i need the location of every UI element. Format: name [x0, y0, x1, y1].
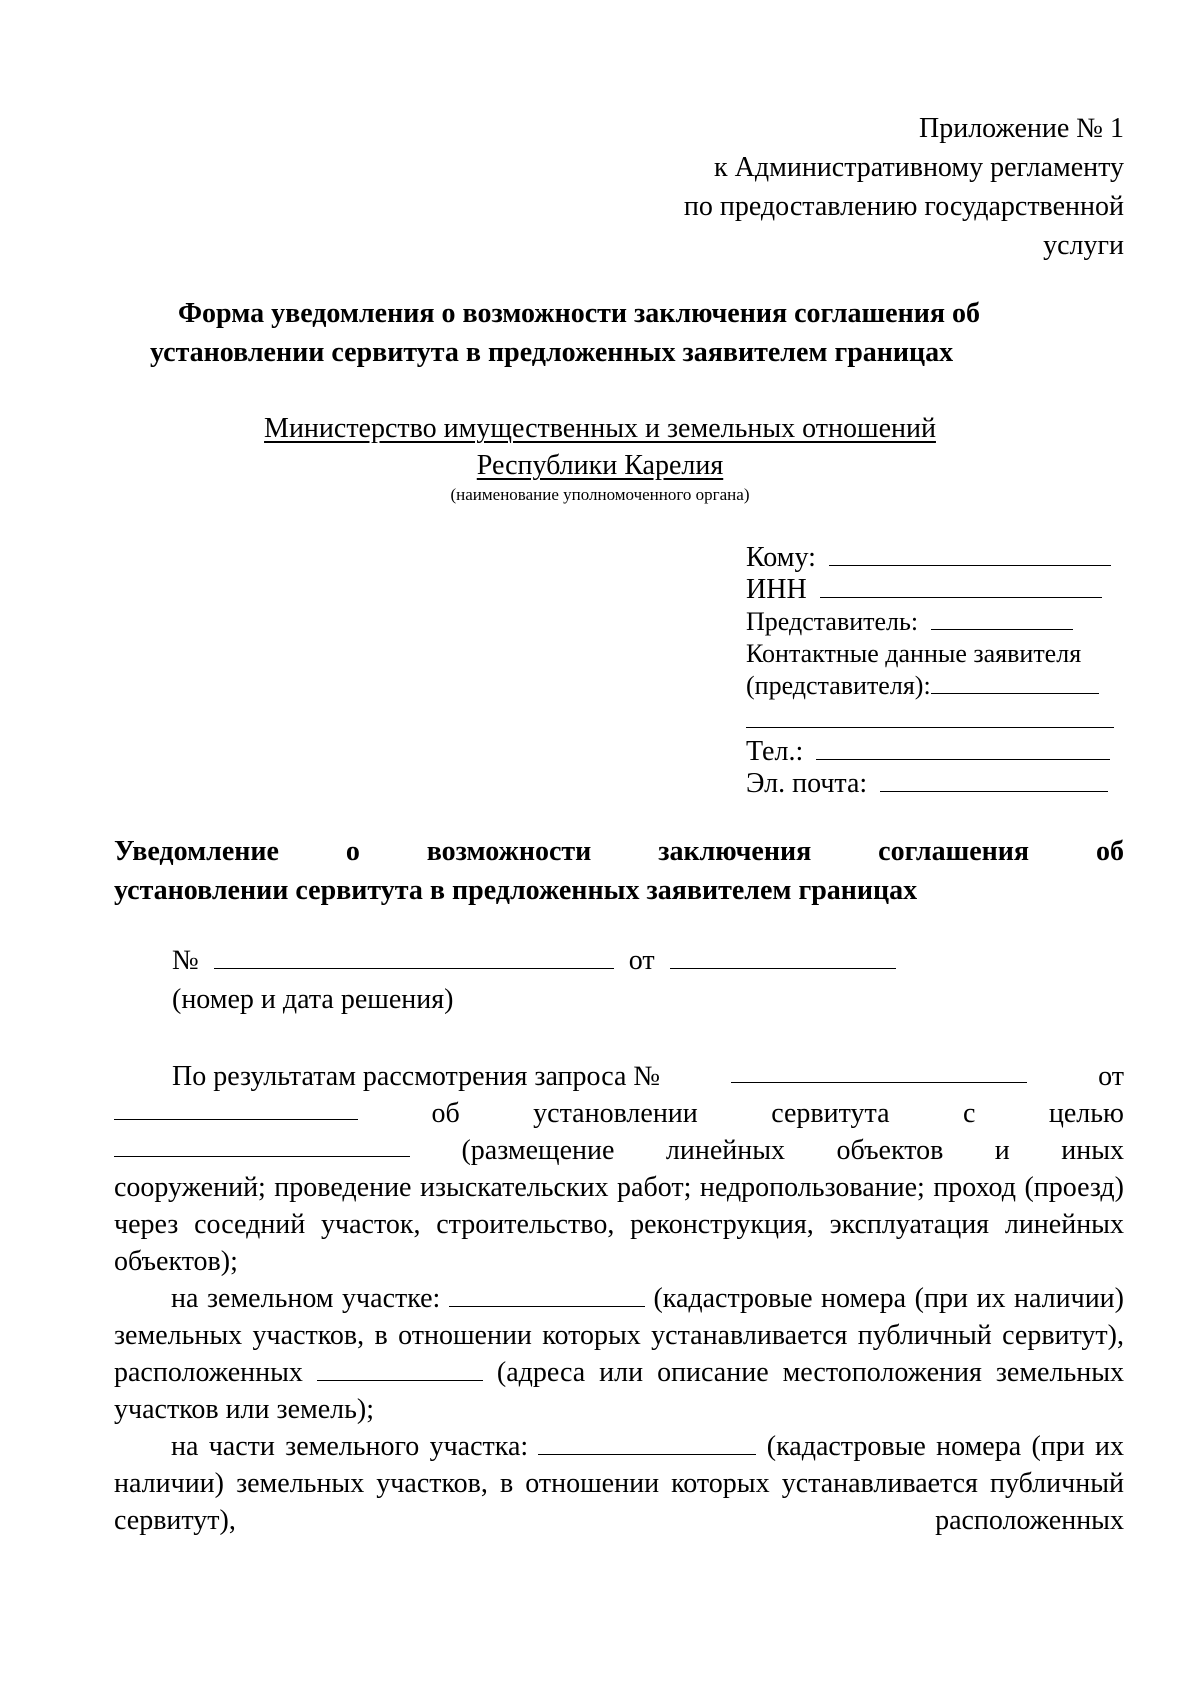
appendix-line-3: по предоставлению государственной: [683, 191, 1124, 222]
authority-line-2: Республики Карелия: [476, 450, 724, 481]
body-word: (размещение: [461, 1135, 615, 1166]
recipient-contacts-field-2[interactable]: [746, 703, 1114, 728]
recipient-rep-label: Представитель:: [746, 607, 919, 636]
notice-title-line-1: [114, 833, 1124, 871]
body-word: объектов: [836, 1135, 944, 1166]
recipient-inn-label: ИНН: [746, 574, 807, 605]
body-p3-rest: (кадастровые номера (при их наличии) земельных участков, в отношении которых устанавливается публичный сервитут), расположенных: [114, 1431, 1125, 1536]
recipient-phone-field[interactable]: [816, 735, 1110, 760]
appendix-line-2: к Административному регламенту: [714, 152, 1124, 183]
authority-line-1: Министерство имущественных и земельных отношений: [264, 413, 936, 444]
body-p1-line-1: [172, 1058, 1124, 1096]
decision-from-label: от: [628, 945, 655, 976]
recipient-contacts-label-2: (представителя):: [746, 671, 931, 700]
appendix-line-4: услуги: [1043, 230, 1124, 261]
land-part-cadastral-field[interactable]: [538, 1430, 756, 1455]
body-p3: [114, 1428, 1124, 1539]
body-p2: [114, 1280, 1124, 1428]
decision-row: [172, 942, 896, 980]
body-p3-start: на части земельного участка:: [171, 1431, 529, 1462]
land-plot-cadastral-field[interactable]: [449, 1282, 645, 1307]
form-title-line-2: установлении сервитута в предложенных заявителем границах: [150, 337, 954, 368]
body-p1-start: По результатам рассмотрения запроса №: [172, 1061, 661, 1092]
recipient-contacts-row: [746, 667, 1099, 705]
body-p1-from: от: [1098, 1061, 1124, 1092]
notice-title-word: соглашения: [878, 836, 1030, 867]
authority-caption: (наименование уполномоченного органа): [450, 485, 750, 504]
body-word: и: [994, 1135, 1010, 1166]
body-word: с: [962, 1098, 976, 1129]
decision-number-sign: №: [172, 945, 199, 976]
body-p1-line-3: [114, 1132, 1124, 1170]
notice-title-word: об: [1095, 836, 1124, 867]
notice-title-word: Уведомление: [114, 836, 279, 867]
body-p2-start: на земельном участке:: [171, 1283, 441, 1314]
appendix-line-1: Приложение № 1: [919, 113, 1124, 144]
land-plot-location-field[interactable]: [317, 1356, 483, 1381]
body-word: сервитута: [771, 1098, 890, 1129]
decision-caption: (номер и дата решения): [172, 984, 454, 1015]
body-text: [114, 1169, 1124, 1539]
recipient-contacts-field[interactable]: [931, 669, 1099, 694]
body-p2-mid: (кадастровые номера (при их наличии) земельных участков, в отношении которых устанавливается публичный сервитут), расположенных: [114, 1283, 1124, 1388]
body-word: целью: [1048, 1098, 1124, 1129]
notice-title-word: возможности: [426, 836, 592, 867]
decision-date-field[interactable]: [670, 944, 896, 969]
recipient-to-field[interactable]: [829, 541, 1111, 566]
recipient-email-label: Эл. почта:: [746, 768, 868, 799]
form-title-line-1: Форма уведомления о возможности заключения соглашения об: [178, 298, 981, 329]
recipient-contacts-label-1: Контактные данные заявителя: [746, 639, 1082, 668]
request-date-field[interactable]: [114, 1095, 358, 1120]
notice-title-word: заключения: [658, 836, 812, 867]
notice-title-word: о: [345, 836, 360, 867]
body-word: об: [431, 1098, 460, 1129]
body-word: линейных: [665, 1135, 786, 1166]
recipient-email-field[interactable]: [880, 767, 1108, 792]
purpose-field[interactable]: [114, 1132, 410, 1157]
body-p1-line-2: [114, 1095, 1124, 1133]
body-word: иных: [1061, 1135, 1124, 1166]
recipient-email-row: [746, 765, 1108, 803]
body-p2-end: (адреса или описание местоположения земельных участков или земель);: [114, 1357, 1125, 1425]
notice-title-line-2: установлении сервитута в предложенных заявителем границах: [114, 875, 918, 906]
decision-number-field[interactable]: [214, 944, 614, 969]
request-number-field[interactable]: [731, 1058, 1027, 1083]
recipient-inn-field[interactable]: [820, 573, 1102, 598]
recipient-phone-label: Тел.:: [746, 736, 804, 767]
body-word: установлении: [533, 1098, 698, 1129]
body-p1-rest: сооружений; проведение изыскательских работ; недропользование; проход (проезд) через соседний участок, строительство, реконструкция, эксплуатация линейных объектов);: [114, 1172, 1124, 1277]
recipient-to-label: Кому:: [746, 542, 816, 573]
recipient-rep-field[interactable]: [931, 605, 1073, 630]
